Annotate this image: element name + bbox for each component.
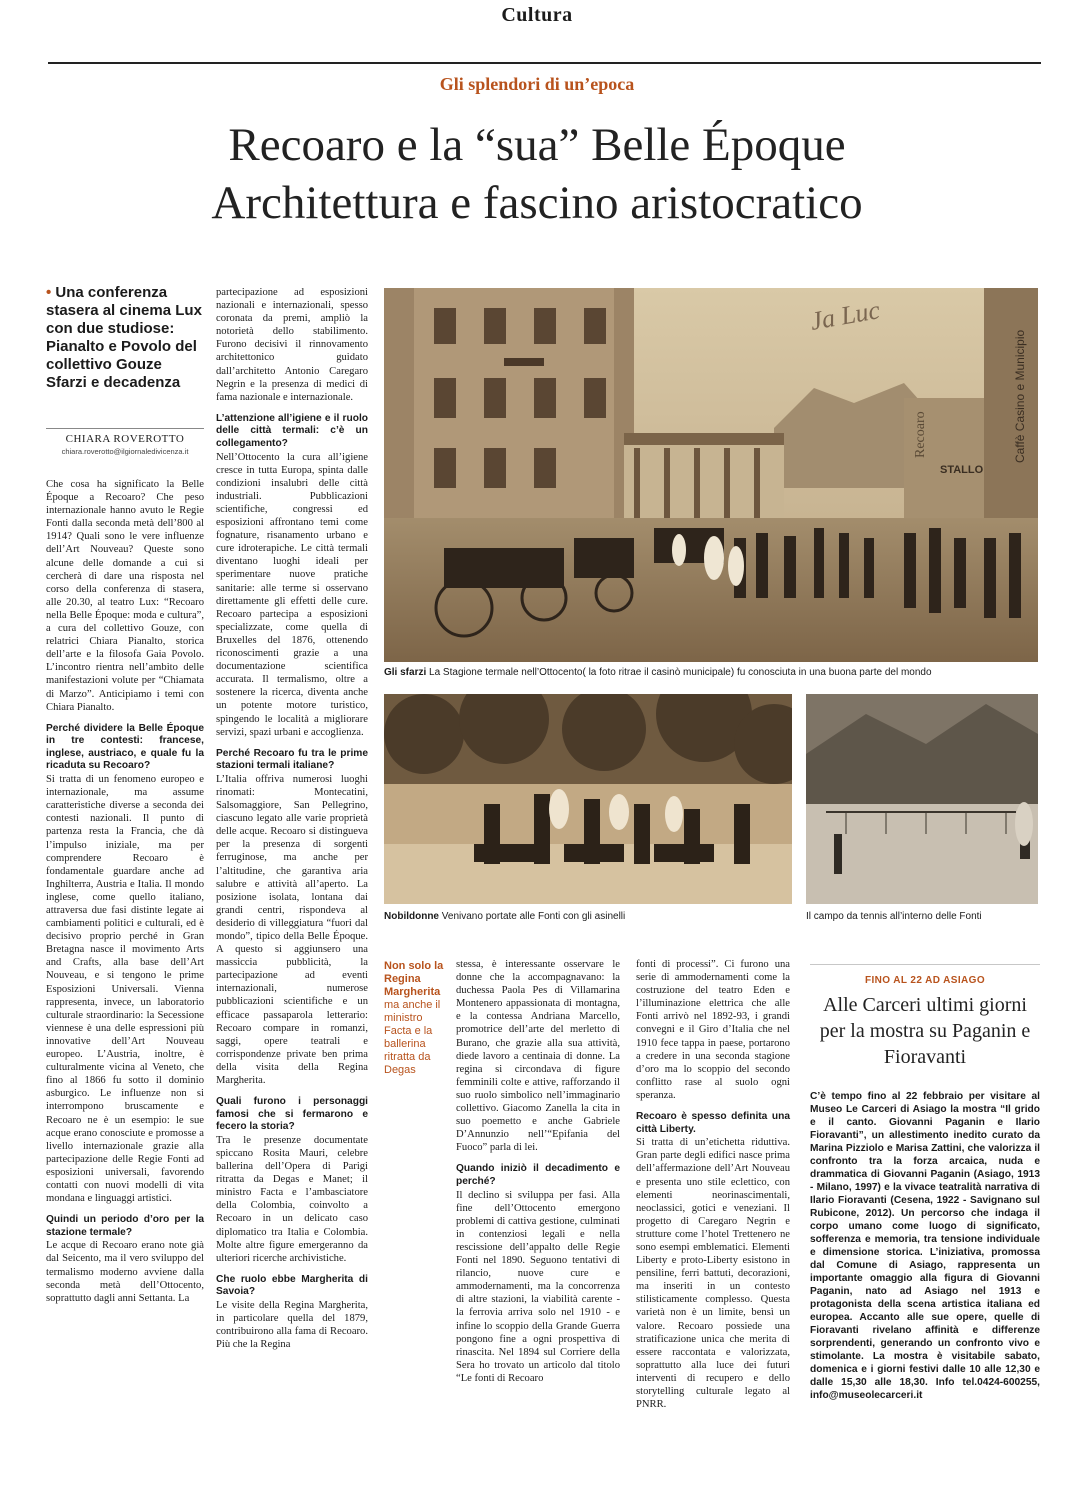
paragraph: partecipazione ad esposizioni nazionali e internazionali, spesso coronata da premi, ampliò la notorietà dello stabilimento. Furono decisivi il rinnovamento architettonico guidato dall’architetto Antonio Caregaro Negrin e la presenza di medici di fama nazionale e internazionale. xyxy=(216,287,368,403)
paragraph: L’Italia offriva numerosi luoghi rinomati: Montecatini, Salsomaggiore, San Pellegrino, ciascuno legato alle varie proprietà delle acque. Recoaro si distingueva per la presenza di sorgenti ferruginose, ma anche per l’altitudine, che garantiva aria salubre e attività all’aperto. La posizione isolata, lontana dai grandi centri, rispondeva al desiderio di villeggiatura “fuori dal mondo”, tipico della Belle Époque. A questo si aggiunsero una massiccia pubblicità, la partecipazione ad eventi internazionali, numerose pubblicazioni scientifiche e un efficace passaparola letterario: Recoaro compare in romanzi, saggi, opere teatrali e corrispondenze private ben prima della visita della Regina Margherita. xyxy=(216,773,368,1087)
headline-line-2: Architettura e fascino aristocratico xyxy=(211,177,863,229)
kicker: Gli splendori di un’epoca xyxy=(439,74,635,94)
main-photo-caption xyxy=(384,667,1038,679)
interview-question: Quando iniziò il decadimento e perché? xyxy=(456,1163,620,1187)
postcard-vertical-label: Caffè Casino e Municipio xyxy=(1013,329,1027,463)
paragraph: Le visite della Regina Margherita, in particolare quella del 1879, contribuirono alla fama di Recoaro. Più che la Regina xyxy=(216,1300,368,1351)
postcard-handwriting: Ja Luc xyxy=(808,295,883,336)
paragraph: Si tratta di un fenomeno europeo e internazionale, ma assume caratteristiche diverse a seconda dei contesti nazionali. Il punto di partenza resta la Francia, che dà l’impulso iniziale, ma per comprendere Recoaro è fondamentale guardare anche ad Inghilterra, Austria e Italia. Il mondo inglese, come quello italiano, attraversa due fasi distinte legate ai cambiamenti politici e culturali, ed è decisivo proprio perché in Gran Bretagna nasce il movimento Arts and Crafts, alla base dell’Art Nouveau, e si tengono le prime Esposizioni Universali. Vienna rappresenta, invece, un laboratorio culturale straordinario: la Secessione viennese è una delle espressioni più innovative dell’Art Nouveau europeo. L’Austria, inoltre, è culturalmente vicina al Veneto, che fino al 1866 fu sotto il dominio asburgico. Le influenze non si interrompono bruscamente e Recoaro ne è un esempio: le sue acque erano conosciute e promosse a livello internazionale grazie alla partecipazione delle Regie Fonti ad esposizioni universali, favorendo contatti con nuovi modelli di vita mondana e linguaggi artistici. xyxy=(46,774,204,1205)
donkeys-caption xyxy=(384,911,792,923)
paragraph: Il declino si sviluppa per fasi. Alla fine dell’Ottocento emergono problemi di cattiva gestione, culminati in contenziosi legali e nella rescissione dell’appalto delle Regie Fonti nel 1890. Seguono tentativi di rilancio, nuove cure e ammodernamenti, ma la concorrenza di altre stazioni, la viabilità carente - la ferrovia arriva solo nel 1910 - e infine lo scoppio della Grande Guerra pongono fine a ogni prospettiva di rinascita. Nel 1894 sul Corriere della Sera ho trovato un articolo dal titolo “Le fonti di Recoaro xyxy=(456,1189,620,1384)
paragraph: Tra le presenze documentate spiccano Rosita Mauri, celebre ballerina dell’Opera di Parigi ritratta da Degas e Manet; il ministro Facta e l’ambasciatore della Colombia, coinvolto a Recoaro in un delicato caso diplomatico tra Italia e Colombia. Molte altre figure emergeranno da ulteriori ricerche archivistiche. xyxy=(216,1134,368,1264)
top-rule xyxy=(48,62,1041,64)
caption-label: Gli sfarzi xyxy=(384,667,427,678)
paragraph: fonti di processi”. Ci furono una serie di ammodernamenti come la costruzione del teatro Eden e l’illuminazione elettrica che alle Fonti arrivò nel 1892-93, i grandi convegni e il Giro d’Italia che nel 1910 fece tappa in paese, portarono a credere in una seconda stagione d’oro ma lo scoppio del secondo conflitto rase al suolo ogni speranza. xyxy=(636,959,790,1101)
interview-question: Recoaro è spesso definita una città Liberty. xyxy=(636,1111,790,1135)
donkeys-caption-label: Nobildonne xyxy=(384,911,439,922)
exhibit-body: C’è tempo fino al 22 febbraio per visitare al Museo Le Carceri di Asiago la mostra “Il grido e il canto. Giovanni Paganin e Ilario Fioravanti”, un allestimento inedito curato da Marina Pizziolo e Marisa Zattini, che valorizza il confronto tra la forza arcaica, nuda e drammatica di Giovanni Paganin (Asiago, 1913 - Milano, 1997) e la vivace teatralità narrativa di Ilario Fioravanti (Cesena, 1922 - Savignano sul Rubicone, 2012). Un percorso che indaga il corpo umano come luogo di significato, sofferenza e memoria, tra tensione individuale e dimensione storica. L’iniziativa, promossa dal Comune di Asiago, rappresenta un importante omaggio alla figura di Giovanni Paganin, nato ad Asiago nel 1913 e protagonista della scena artistica italiana ed europea. Accanto alle sue opere, quelle di Fioravanti rivelano affinità e differenze sorprendenti, generando un confronto vivo e stimolante. La mostra è visitabile sabato, domenica e i giorni festivi dalle 10 alle 12,30 e dalle 15,30 alle 18,30. Info tel.0424-600255, info@museolecarceri.it xyxy=(810,1091,1040,1401)
sidebar-text: ma anche il ministro Facta e la ballerina ritratta da Degas xyxy=(384,999,441,1076)
caption-text: La Stagione termale nell’Ottocento( la foto ritrae il casinò municipale) fu conosciuta in una buona parte del mondo xyxy=(429,667,932,678)
tennis-caption: Il campo da tennis all’interno delle Fonti xyxy=(806,911,982,922)
interview-question: L’attenzione all’igiene e il ruolo delle città termali: c’è un collegamento? xyxy=(216,412,368,450)
interview-question: Quali furono i personaggi famosi che si fermarono e fecero la storia? xyxy=(216,1096,368,1133)
interview-question: Perché dividere la Belle Époque in tre contesti: francese, inglese, austriaco, e quale fu la ricaduta su Recoaro? xyxy=(46,722,204,772)
interview-question: Quindi un periodo d’oro per la stazione termale? xyxy=(46,1214,204,1238)
article-column-1 xyxy=(46,478,204,1305)
paragraph: Che cosa ha significato la Belle Époque a Recoaro? Che peso internazionale hanno avuto le Regie Fonti dalla seconda metà dell’800 al 1914? Quali sono le vere influenze dell’Art Nouveau? Queste sono alcune delle domande a cui si cercherà di dare una risposta nel corso della conferenza di stasera, alle 20.30, al teatro Lux: “Recoaro nella Belle Époque: moda e cultura”, a cura del collettivo Gouze, con relatrici Chiara Pianalto, storica dell’arte e la filosofa Gaia Povolo. L’incontro rientra nell’ambito delle manifestazioni volute per “Chiamata di Marzo”. Anticipiamo i temi con Chiara Pianalto. xyxy=(46,479,204,713)
article-column-2 xyxy=(216,286,368,1351)
author-email[interactable]: chiara.roverotto@ilgiornaledivicenza.it xyxy=(61,447,189,456)
section-title: Cultura xyxy=(501,4,573,26)
article-column-3 xyxy=(456,958,620,1385)
headline-line-1: Recoaro e la “sua” Belle Époque xyxy=(228,119,846,171)
tennis-photo xyxy=(806,694,1038,904)
lead-summary xyxy=(46,284,204,392)
donkeys-caption-text: Venivano portate alle Fonti con gli asinelli xyxy=(441,911,626,922)
byline xyxy=(46,428,204,456)
bullet-icon: • xyxy=(46,284,56,301)
interview-question: Che ruolo ebbe Margherita di Savoia? xyxy=(216,1273,368,1298)
main-photo xyxy=(384,288,1038,662)
donkeys-photo xyxy=(384,694,792,904)
sidebar-quote xyxy=(384,960,450,1077)
interview-question: Perché Recoaro fu tra le prime stazioni termali italiane? xyxy=(216,747,368,772)
article-column-4 xyxy=(636,958,790,1411)
shop-sign: STALLO xyxy=(940,464,984,476)
exhibit-title: Alle Carceri ultimi giorni per la mostra su Paganin e Fioravanti xyxy=(819,994,1031,1068)
paragraph: Nell’Ottocento la cura all’igiene cresce in tutta Europa, spinta dalle condizioni insalubri delle città industriali. Pubblicazioni scientifiche, congressi ed esposizioni affrontano temi come fognature, risanamento urbano e cure idroterapiche. Le città termali diventano luoghi ideali per sperimentare nuove pratiche sanitarie: alle terme si osservano direttamente gli effetti delle cure. Recoaro partecipa a esposizioni specializzate, come quella di Bruxelles del 1876, ottenendo riconoscimenti grazie a una documentazione scientifica accurata. Il termalismo, oltre a sostenere la ricerca, diventa anche un potente motore turistico, spingendo le località a migliorare servizi, spazi urbani e accoglienza. xyxy=(216,451,368,738)
paragraph: Si tratta di un’etichetta riduttiva. Gran parte degli edifici nasce prima dell’affermazione dell’Art Nouveau e presenta uno stile eclettico, con elementi neorinascimentali, neoclassici, gotici e veneziani. Il progetto di Caregaro Negrin e strutture come l’hotel Trettenero ne sono esempi emblematici. Elementi Liberty e proto-Liberty esistono in pensiline, ferri battuti, decorazioni, ma inseriti in un contesto stilisticamente complesso. Questa varietà non è un limite, bensì un valore. Recoaro possiede una stratificazione unica che merita di essere raccontata e valorizzata, soprattutto alla luce dei futuri interventi di recupero e dello storytelling culturale legato al PNRR. xyxy=(636,1137,790,1411)
exhibit-box xyxy=(810,964,1040,1402)
exhibit-tag: FINO AL 22 AD ASIAGO xyxy=(864,975,986,986)
paragraph: stessa, è interessante osservare le donne che la accompagnavano: la duchessa Paola Pes di Villamarina Montenero appassionata di montagna, e la contessa Andriana Marcello, promotrice dell’arte del merletto di Burano, che grazie alla sua attività, diede lavoro a centinaia di donne. La regina si circondava di figure femminili colte e attive, rafforzando il suo ruolo simbolico nell’immaginario collettivo. Giacomo Zanella la cita in suo poemetto e anche Gabriele D’Annunzio nell’“Epifania del Fuoco” parla di lei. xyxy=(456,959,620,1154)
author-name: CHIARA ROVEROTTO xyxy=(65,433,185,445)
lead-text: Una conferenza stasera al cinema Lux con due studiose: Pianalto e Povolo del collettivo Gouze Sfarzi e decadenza xyxy=(46,284,202,391)
sidebar-bold: Non solo la Regina Margherita xyxy=(384,960,444,998)
postcard-script-text: Recoaro xyxy=(913,411,928,458)
paragraph: Le acque di Recoaro erano note già dal Seicento, ma il vero sviluppo del termalismo moderno avviene dalla seconda metà dell’Ottocento, soprattutto dagli anni Settanta. La xyxy=(46,1240,204,1304)
